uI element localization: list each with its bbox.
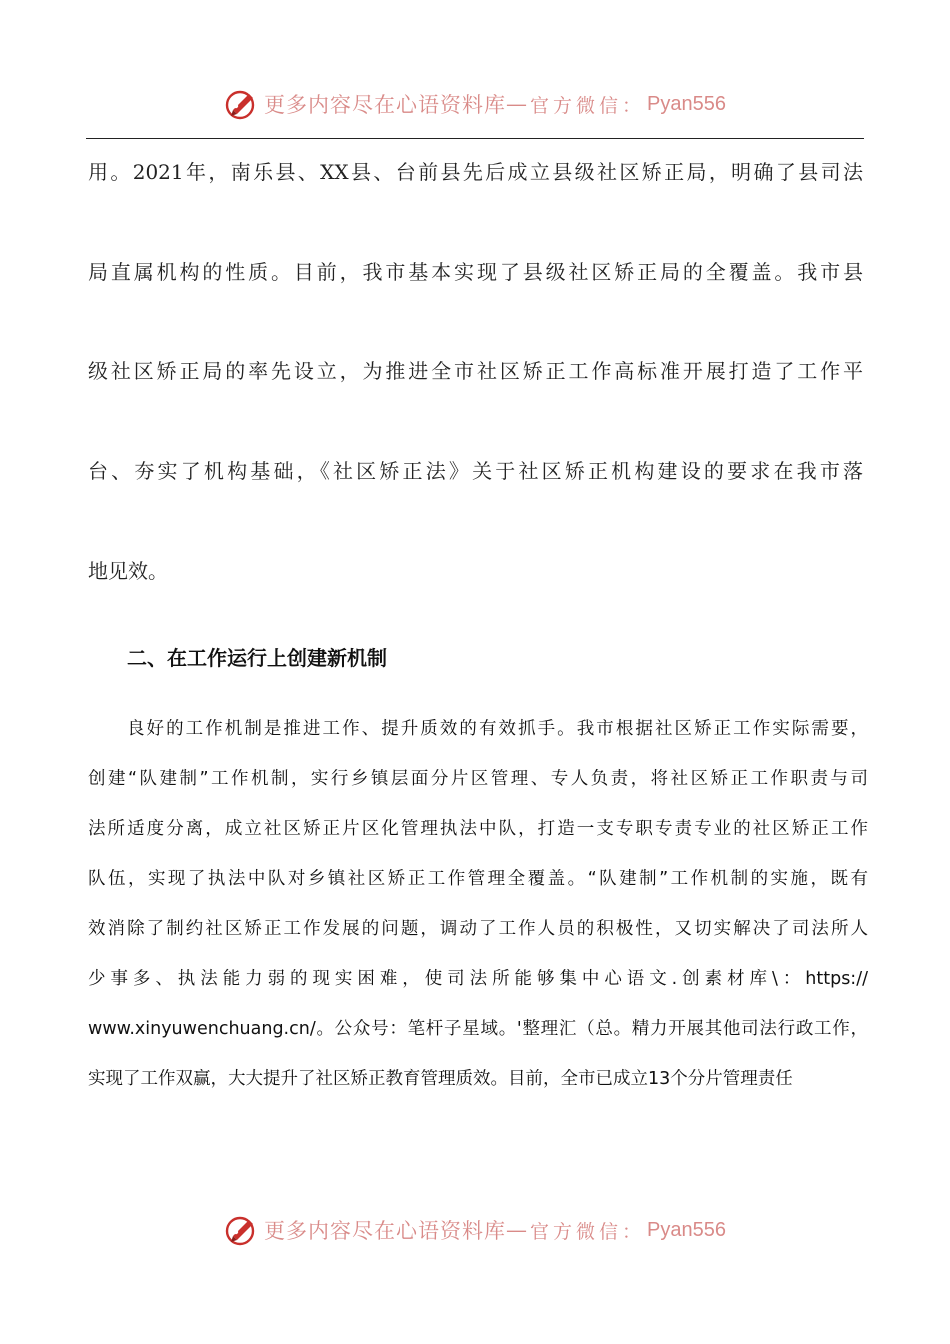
pen-logo-icon — [224, 86, 260, 122]
body-line-8: 实现了工作双赢，大大提升了社区矫正教育管理质效。目前，全市已成立13个分片管理责任 — [88, 1069, 793, 1089]
footer-wechat-label: 官方微信： — [530, 1220, 646, 1243]
header-wechat-id: Pyan556 — [647, 92, 726, 115]
footer-wechat-id: Pyan556 — [647, 1218, 726, 1241]
body-line-7: www.xinyuwenchuang.cn/。公众号：笔杆子星域。'整理汇（总。精力开展其他司法行政工作， — [88, 1019, 868, 1039]
intro-line-5: 地见效。 — [88, 559, 168, 583]
body-line-1: 良好的工作机制是推进工作、提升质效的有效抓手。我市根据社区矫正工作实际需要， — [127, 719, 868, 739]
intro-line-3: 级社区矫正局的率先设立，为推进全市社区矫正工作高标准开展打造了工作平 — [88, 359, 863, 383]
header-wechat-label: 官方微信： — [530, 94, 646, 117]
intro-line-1: 用。2021年，南乐县、XX县、台前县先后成立县级社区矫正局，明确了县司法 — [88, 160, 863, 184]
header-divider — [86, 138, 864, 139]
pen-logo-icon — [224, 1212, 260, 1248]
intro-line-2: 局直属机构的性质。目前，我市基本实现了县级社区矫正局的全覆盖。我市县 — [88, 260, 863, 284]
footer-banner — [0, 1210, 950, 1250]
body-line-5: 效消除了制约社区矫正工作发展的问题，调动了工作人员的积极性，又切实解决了司法所人 — [88, 919, 868, 939]
footer-dash: — — [506, 1218, 528, 1242]
body-line-6: 少事多、执法能力弱的现实困难，使司法所能够集中心语文.创素材库\：https:// — [88, 969, 868, 989]
header-dash: — — [506, 92, 528, 116]
section-heading: 二、在工作运行上创建新机制 — [127, 646, 387, 670]
header-site-name: 更多内容尽在心语资料库 — [264, 93, 506, 117]
header-banner — [0, 84, 950, 124]
intro-line-4: 台、夯实了机构基础，《社区矫正法》关于社区矫正机构建设的要求在我市落 — [88, 459, 863, 483]
body-line-4: 队伍，实现了执法中队对乡镇社区矫正工作管理全覆盖。“队建制”工作机制的实施，既有 — [88, 869, 868, 889]
body-line-2: 创建“队建制”工作机制，实行乡镇层面分片区管理、专人负责，将社区矫正工作职责与司 — [88, 769, 868, 789]
footer-site-name: 更多内容尽在心语资料库 — [264, 1219, 506, 1243]
body-line-3: 法所适度分离，成立社区矫正片区化管理执法中队，打造一支专职专责专业的社区矫正工作 — [88, 819, 868, 839]
